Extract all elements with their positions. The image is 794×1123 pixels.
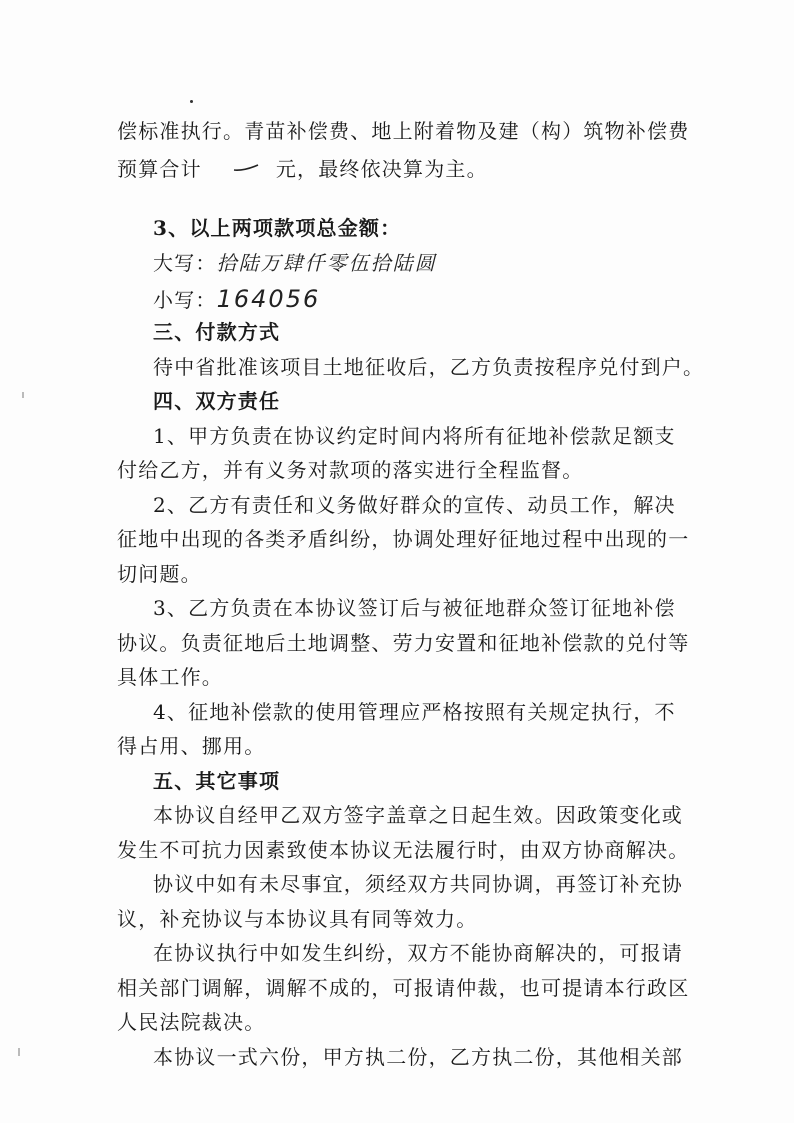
other-2-line-2: 议，补充协议与本协议具有同等效力。	[117, 907, 478, 931]
scan-speck	[190, 100, 193, 103]
handwritten-dash	[232, 163, 260, 173]
scan-edge-mark	[18, 1048, 20, 1056]
payment-method-text: 待中省批准该项目土地征收后，乙方负责按程序兑付到户。	[153, 355, 705, 379]
duty-3-line-3: 具体工作。	[117, 665, 223, 689]
amount-in-words-value: 拾陆万肆仟零伍拾陆圆	[216, 251, 437, 275]
duty-3-line-2: 协议。负责征地后土地调整、劳力安置和征地补偿款的兑付等	[117, 631, 690, 655]
amount-in-figures-label: 小写：	[153, 288, 217, 312]
duty-4-line-1: 4、征地补偿款的使用管理应严格按照有关规定执行，不	[153, 700, 676, 724]
amount-in-words-label: 大写：	[153, 251, 217, 275]
section-five-heading: 五、其它事项	[153, 769, 281, 793]
duty-1-line-1: 1、甲方负责在协议约定时间内将所有征地补偿款足额支	[153, 424, 676, 448]
budget-total-line	[117, 155, 488, 183]
duty-1-line-2: 付给乙方，并有义务对款项的落实进行全程监督。	[117, 458, 584, 482]
compensation-line-1: 偿标准执行。青苗补偿费、地上附着物及建（构）筑物补偿费	[117, 119, 690, 143]
amount-in-words	[153, 249, 437, 277]
duty-2-line-1: 2、乙方有责任和义务做好群众的宣传、动员工作，解决	[153, 493, 676, 517]
other-1-line-2: 发生不可抗力因素致使本协议无法履行时，由双方协商解决。	[117, 838, 690, 862]
other-3-line-3: 人民法院裁决。	[117, 1010, 266, 1034]
section-four-heading: 四、双方责任	[153, 389, 281, 413]
duty-2-line-2: 征地中出现的各类矛盾纠纷，协调处理好征地过程中出现的一	[117, 527, 690, 551]
budget-total-label: 预算合计	[117, 157, 202, 181]
scan-edge-mark	[22, 392, 24, 398]
amount-in-figures-value: 164056	[216, 285, 321, 313]
duty-3-line-1: 3、乙方负责在本协议签订后与被征地群众签订征地补偿	[153, 596, 676, 620]
duty-2-line-3: 切问题。	[117, 562, 202, 586]
budget-total-suffix: 元，最终依决算为主。	[275, 157, 488, 181]
duty-4-line-2: 得占用、挪用。	[117, 734, 266, 758]
section-three-heading: 三、付款方式	[153, 320, 281, 344]
other-4-line-1: 本协议一式六份，甲方执二份，乙方执二份，其他相关部	[153, 1045, 683, 1069]
amount-in-figures	[153, 285, 320, 314]
other-2-line-1: 协议中如有未尽事宜，须经双方共同协调，再签订补充协	[153, 872, 683, 896]
other-3-line-2: 相关部门调解，调解不成的，可报请仲裁，也可提请本行政区	[117, 976, 690, 1000]
other-3-line-1: 在协议执行中如发生纠纷，双方不能协商解决的，可报请	[153, 941, 683, 965]
section-3-title: 3、以上两项款项总金额：	[153, 216, 402, 240]
other-1-line-1: 本协议自经甲乙双方签字盖章之日起生效。因政策变化或	[153, 803, 683, 827]
